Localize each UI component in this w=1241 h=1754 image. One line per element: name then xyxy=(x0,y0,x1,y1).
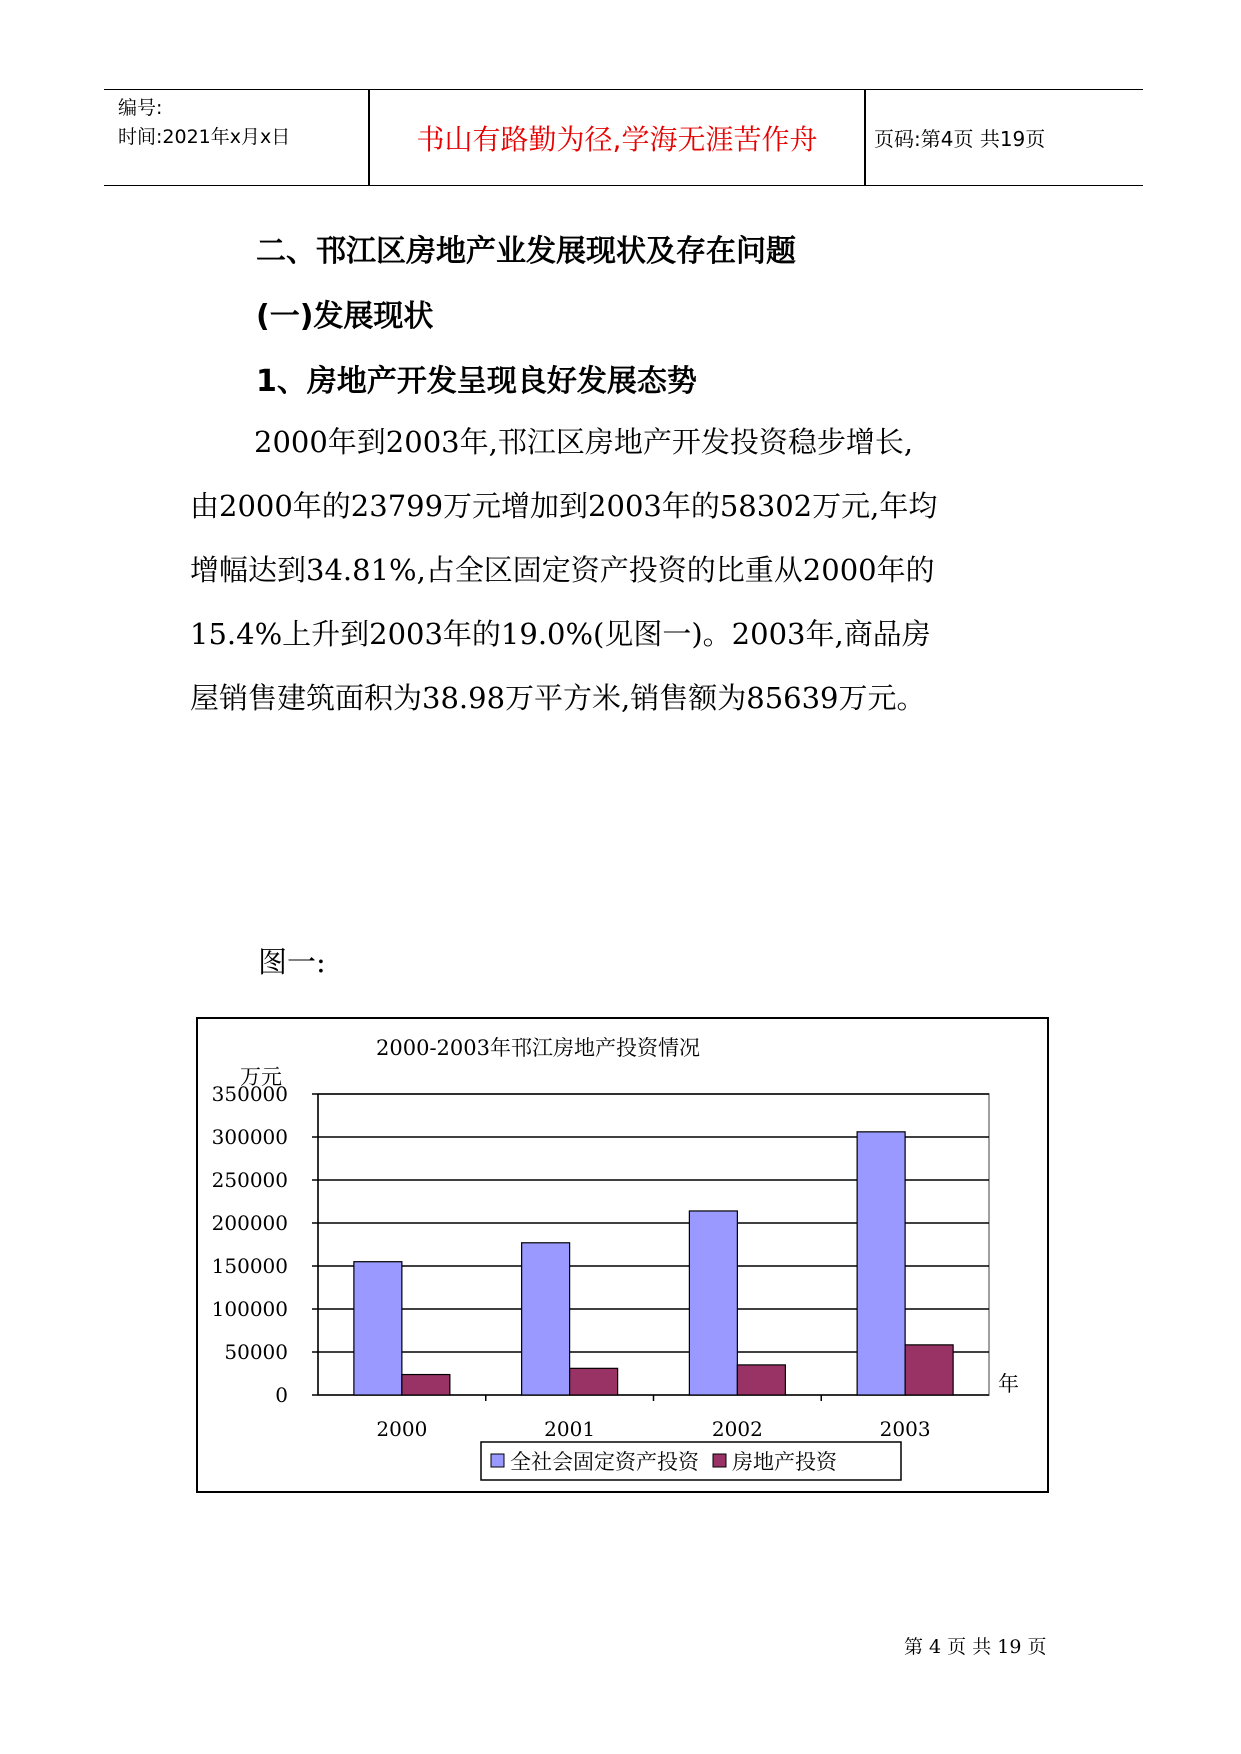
x-tick-label: 2001 xyxy=(544,1417,596,1441)
y-tick-label: 100000 xyxy=(211,1297,288,1321)
document-number-label: 编号: xyxy=(118,97,163,119)
page-footer: 第 4 页 共 19 页 xyxy=(904,1636,1047,1658)
y-tick-label: 250000 xyxy=(211,1168,288,1192)
bar xyxy=(354,1262,402,1395)
header-divider-right xyxy=(864,90,866,185)
paragraph-line: 15.4%上升到2003年的19.0%(见图一)。2003年,商品房 xyxy=(190,617,931,651)
paragraph-line: 由2000年的23799万元增加到2003年的58302万元,年均 xyxy=(190,489,938,523)
y-tick-label: 50000 xyxy=(224,1340,288,1364)
chart-title: 2000-2003年邗江房地产投资情况 xyxy=(376,1036,700,1060)
body-paragraph xyxy=(190,410,1060,730)
paragraph-line: 2000年到2003年,邗江区房地产开发投资稳步增长, xyxy=(254,425,914,459)
legend-swatch xyxy=(713,1454,726,1467)
page-header xyxy=(104,89,1143,186)
paragraph-line: 屋销售建筑面积为38.98万平方米,销售额为85639万元。 xyxy=(190,681,926,715)
header-meta xyxy=(118,94,368,152)
header-motto: 书山有路勤为径,学海无涯苦作舟 xyxy=(416,122,818,156)
x-tick-label: 2002 xyxy=(711,1417,763,1441)
bar xyxy=(570,1368,618,1395)
y-tick-label: 200000 xyxy=(211,1211,288,1235)
y-tick-label: 350000 xyxy=(211,1082,288,1106)
bar-chart xyxy=(198,1019,1047,1491)
y-tick-label: 150000 xyxy=(211,1254,288,1278)
bar xyxy=(402,1375,450,1395)
bar xyxy=(522,1243,570,1395)
item-heading: 1、房地产开发呈现良好发展态势 xyxy=(256,364,697,399)
x-tick-label: 2000 xyxy=(376,1417,428,1441)
legend-label: 房地产投资 xyxy=(732,1450,837,1474)
bar xyxy=(905,1345,953,1395)
legend-swatch xyxy=(491,1454,504,1467)
header-page-number: 页码:第4页 共19页 xyxy=(874,127,1046,151)
document-time-label: 时间:2021年x月x日 xyxy=(118,126,291,148)
subsection-heading: (一)发展现状 xyxy=(256,299,434,334)
y-tick-label: 300000 xyxy=(211,1125,288,1149)
figure-label: 图一: xyxy=(258,945,326,979)
x-tick-label: 2003 xyxy=(879,1417,931,1441)
x-axis-label: 年 xyxy=(998,1372,1019,1396)
bar xyxy=(857,1132,905,1395)
bar xyxy=(689,1211,737,1395)
section-heading: 二、邗江区房地产业发展现状及存在问题 xyxy=(256,234,796,269)
legend-label: 全社会固定资产投资 xyxy=(510,1450,699,1474)
paragraph-line: 增幅达到34.81%,占全区固定资产投资的比重从2000年的 xyxy=(190,553,935,587)
y-axis-label: 万元 xyxy=(240,1065,282,1089)
y-tick-label: 0 xyxy=(275,1383,288,1407)
bar xyxy=(737,1365,785,1395)
chart-container xyxy=(196,1017,1049,1493)
